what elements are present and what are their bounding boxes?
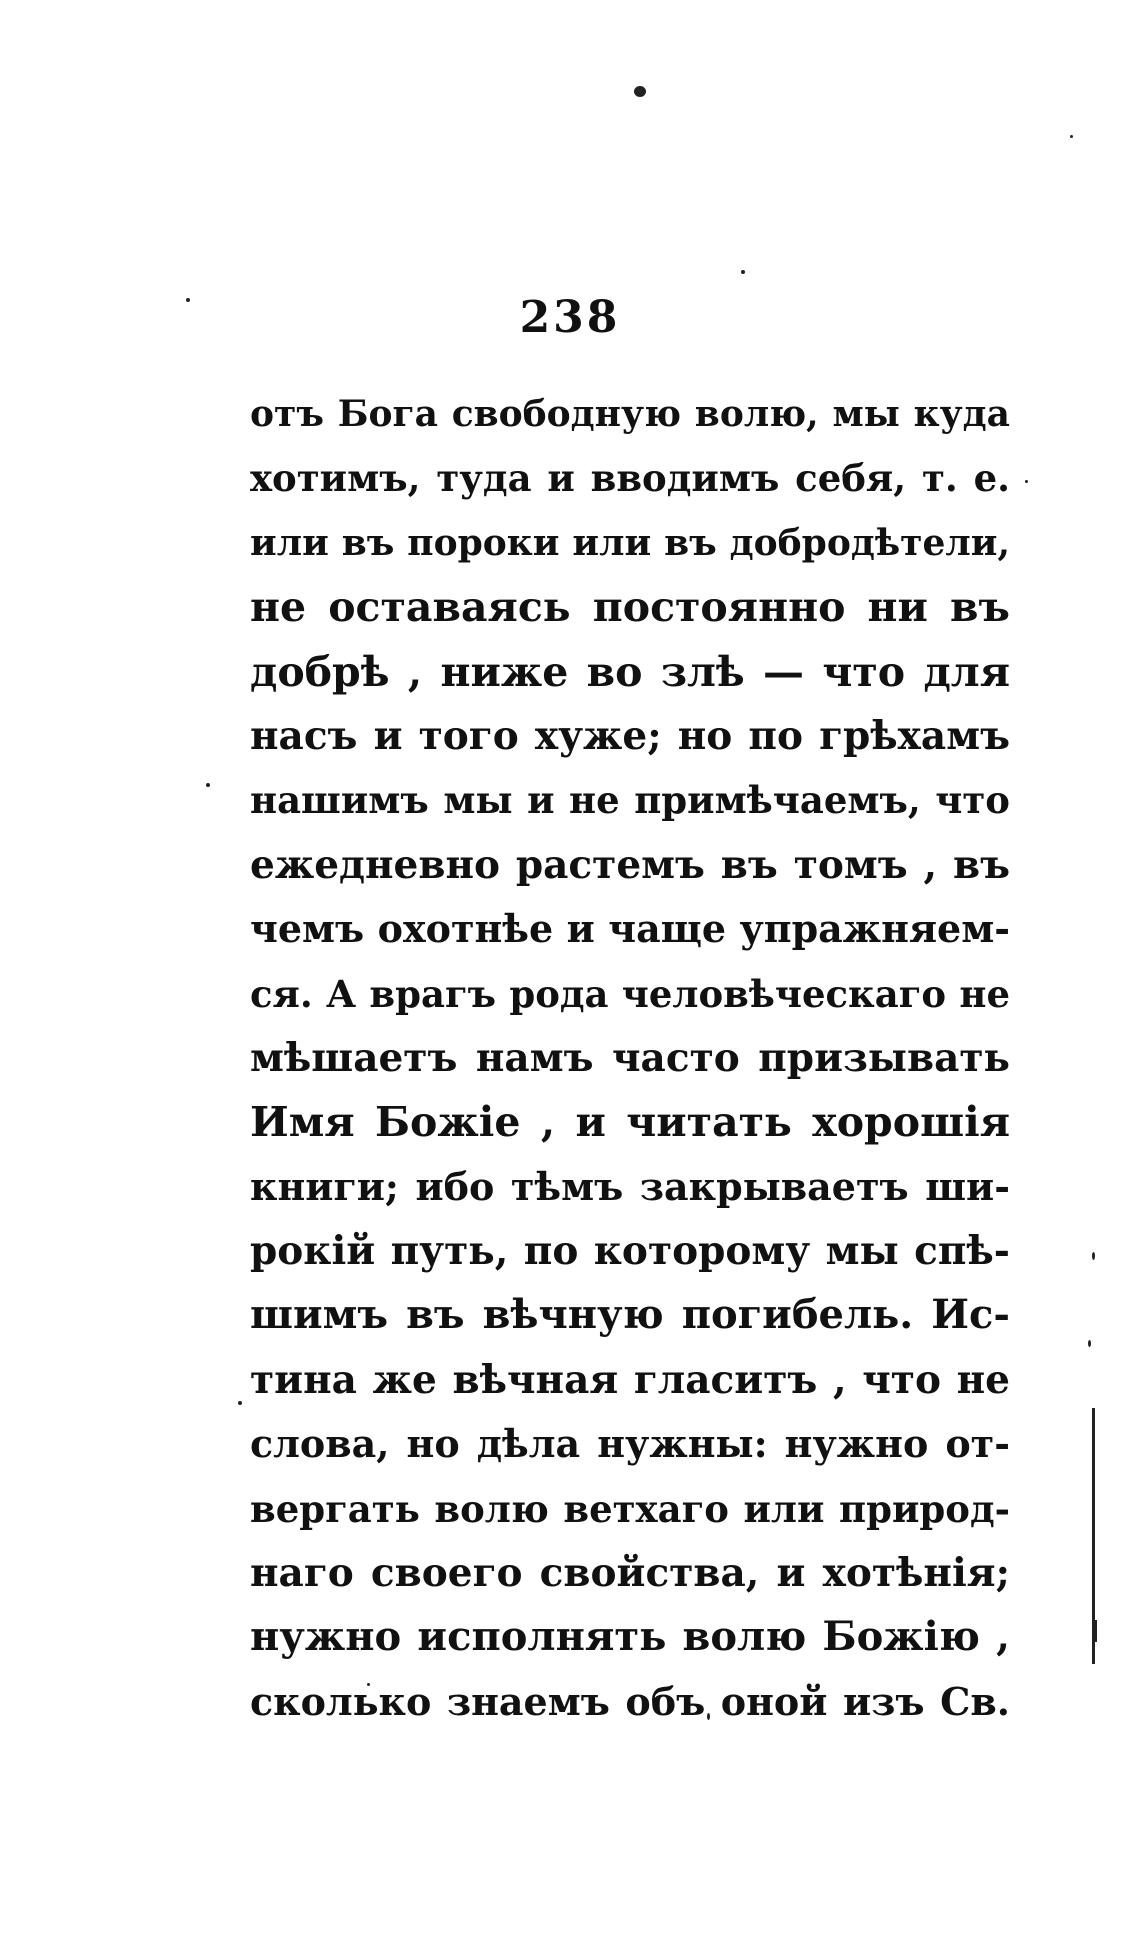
text-line: тина же вѣчная гласитъ , что не: [250, 1356, 1010, 1403]
body-text: [250, 382, 1010, 1734]
text-line: не оставаясь постоянно ни въ: [250, 583, 1010, 632]
margin-mark: [1094, 1620, 1097, 1642]
text-line: отъ Бога свободную волю, мы куда: [250, 393, 1010, 435]
text-line: Имя Божіе , и читать хорошія: [250, 1098, 1010, 1147]
text-line: мѣшаетъ намъ часто призывать: [250, 1034, 1010, 1081]
text-line: нашимъ мы и не примѣчаемъ, что: [250, 778, 1010, 823]
ink-speck: [741, 270, 745, 274]
text-line: сколько знаемъ объ оной изъ Св.: [250, 1678, 1010, 1724]
text-line: нужно исполнять волю Божію ,: [250, 1613, 1010, 1661]
ink-speck-top: [634, 86, 646, 97]
ink-speck: [1025, 480, 1028, 483]
ink-speck: [1092, 1252, 1095, 1260]
text-line: ежедневно растемъ въ томъ , въ: [250, 841, 1010, 888]
text-line: слова, но дѣла нужны: нужно от-: [250, 1421, 1010, 1467]
text-line: вергать волю ветхаго или природ-: [250, 1486, 1010, 1531]
text-line: рокій путь, по которому мы спѣ-: [250, 1228, 1010, 1275]
page-number: 238: [519, 292, 621, 343]
text-line: хотимъ, туда и вводимъ себя, т. е.: [250, 456, 1010, 501]
text-line: ся. А врагъ рода человѣческаго не: [250, 971, 1010, 1016]
text-line: чемъ охотнѣе и чаще упражняем-: [250, 906, 1010, 952]
text-line: шимъ въ вѣчную погибель. Ис-: [250, 1291, 1010, 1339]
ink-speck: [1070, 135, 1073, 138]
text-line: книги; ибо тѣмъ закрываетъ ши-: [250, 1163, 1010, 1209]
text-line: или въ пороки или въ добродѣтели,: [250, 521, 1010, 564]
ink-speck: [1088, 1340, 1091, 1347]
ink-speck: [206, 783, 210, 787]
ink-speck: [238, 1401, 242, 1405]
text-line: добрѣ , ниже во злѣ — что для: [250, 647, 1010, 696]
text-line: наго своего свойства, и хотѣнія;: [250, 1550, 1010, 1597]
text-line: насъ и того хуже; но по грѣхамъ: [250, 712, 1010, 759]
